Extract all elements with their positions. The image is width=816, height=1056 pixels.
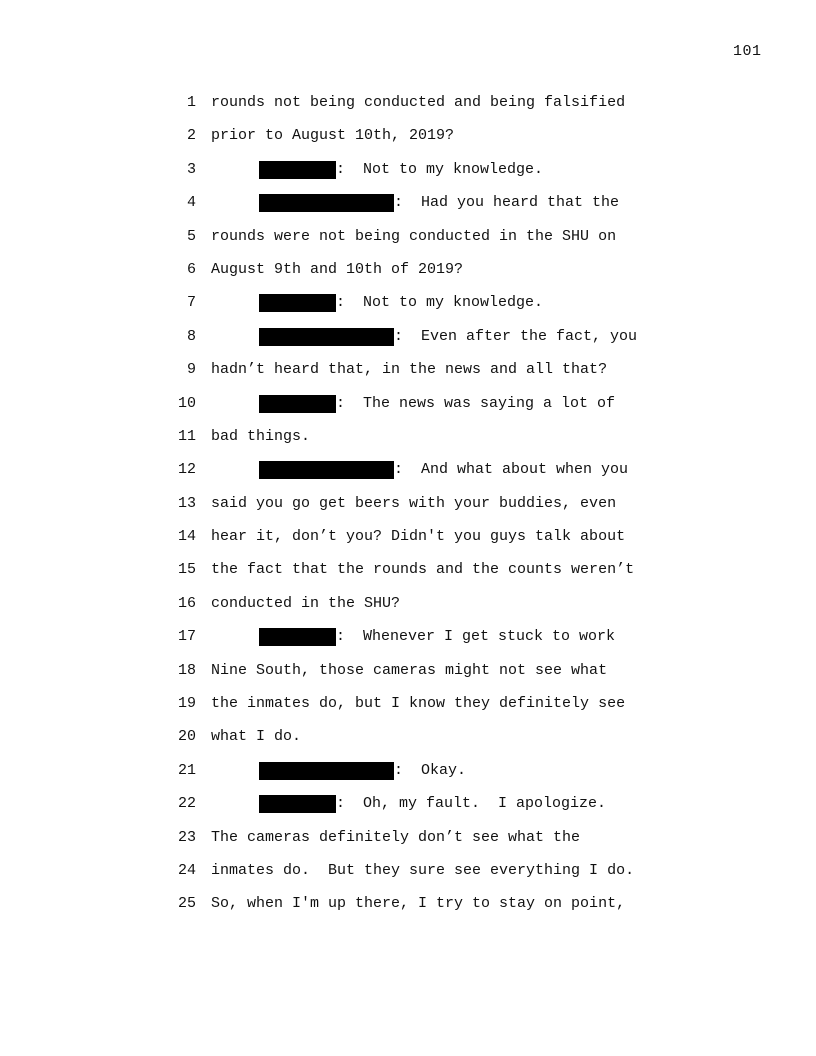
line-text: bad things. [211, 427, 311, 445]
line-number: 5 [186, 227, 196, 245]
transcript-line [0, 160, 816, 193]
redacted-speaker-name [259, 294, 336, 312]
transcript-line [0, 694, 816, 727]
line-number: 3 [186, 160, 196, 178]
line-text: : Had you heard that the [394, 194, 620, 212]
transcript-line [0, 861, 816, 894]
page-number: 101 [733, 43, 762, 60]
line-number: 18 [177, 661, 196, 679]
transcript-line [0, 360, 816, 393]
line-text: : The news was saying a lot of [336, 394, 616, 412]
line-number: 17 [177, 628, 196, 646]
transcript-line [0, 427, 816, 460]
transcript-line [0, 727, 816, 760]
line-text: Nine South, those cameras might not see what [211, 661, 608, 679]
transcript-line [0, 761, 816, 794]
line-text: rounds were not being conducted in the SHU on [211, 227, 617, 245]
line-number: 24 [177, 861, 196, 879]
line-text: the fact that the rounds and the counts weren’t [211, 561, 635, 579]
transcript-line [0, 227, 816, 260]
line-text: hadn’t heard that, in the news and all that? [211, 361, 608, 379]
line-number: 10 [177, 394, 196, 412]
transcript-line [0, 394, 816, 427]
transcript-line [0, 93, 816, 126]
line-text: conducted in the SHU? [211, 594, 401, 612]
line-text: prior to August 10th, 2019? [211, 127, 455, 145]
line-text: rounds not being conducted and being falsified [211, 94, 626, 111]
line-number: 4 [186, 194, 196, 212]
line-number: 15 [177, 561, 196, 579]
line-text: : And what about when you [394, 461, 629, 479]
redacted-speaker-name [259, 762, 394, 780]
line-text: hear it, don’t you? Didn't you guys talk about [211, 528, 626, 546]
line-number: 23 [177, 828, 196, 846]
redacted-speaker-name [259, 795, 336, 813]
redacted-speaker-name [259, 194, 394, 212]
line-number: 13 [177, 494, 196, 512]
line-number: 9 [186, 361, 196, 379]
line-text: : Okay. [394, 761, 467, 779]
transcript-line [0, 460, 816, 493]
transcript-line [0, 527, 816, 560]
redacted-speaker-name [259, 628, 336, 646]
line-text: : Not to my knowledge. [336, 160, 544, 178]
line-text: : Whenever I get stuck to work [336, 628, 616, 646]
line-text: The cameras definitely don’t see what the [211, 828, 581, 846]
line-text: what I do. [211, 728, 302, 746]
line-number: 2 [186, 127, 196, 145]
transcript-line [0, 627, 816, 660]
line-text: So, when I'm up there, I try to stay on point, [211, 895, 626, 913]
line-number: 11 [177, 427, 196, 445]
line-number: 22 [177, 795, 196, 813]
transcript-body [0, 93, 816, 928]
line-number: 12 [177, 461, 196, 479]
transcript-line [0, 794, 816, 827]
line-number: 25 [177, 895, 196, 913]
transcript-line [0, 327, 816, 360]
line-text: : Oh, my fault. I apologize. [336, 795, 607, 813]
transcript-line [0, 494, 816, 527]
transcript-line [0, 661, 816, 694]
transcript-line [0, 260, 816, 293]
transcript-line [0, 560, 816, 593]
line-text: August 9th and 10th of 2019? [211, 260, 464, 278]
transcript-line [0, 293, 816, 326]
line-text: inmates do. But they sure see everything I do. [211, 861, 635, 879]
redacted-speaker-name [259, 161, 336, 179]
transcript-line [0, 828, 816, 861]
line-number: 6 [186, 260, 196, 278]
transcript-line [0, 894, 816, 927]
transcript-line [0, 594, 816, 627]
line-number: 8 [186, 327, 196, 345]
line-number: 20 [177, 728, 196, 746]
line-number: 16 [177, 594, 196, 612]
redacted-speaker-name [259, 461, 394, 479]
transcript-line [0, 126, 816, 159]
line-text: said you go get beers with your buddies, even [211, 494, 617, 512]
line-number: 1 [186, 94, 196, 111]
line-number: 21 [177, 761, 196, 779]
line-number: 19 [177, 695, 196, 713]
transcript-line [0, 193, 816, 226]
line-text: : Even after the fact, you [394, 327, 638, 345]
redacted-speaker-name [259, 328, 394, 346]
redacted-speaker-name [259, 395, 336, 413]
line-number: 7 [186, 294, 196, 312]
line-text: : Not to my knowledge. [336, 294, 544, 312]
line-number: 14 [177, 528, 196, 546]
line-text: the inmates do, but I know they definitely see [211, 695, 626, 713]
